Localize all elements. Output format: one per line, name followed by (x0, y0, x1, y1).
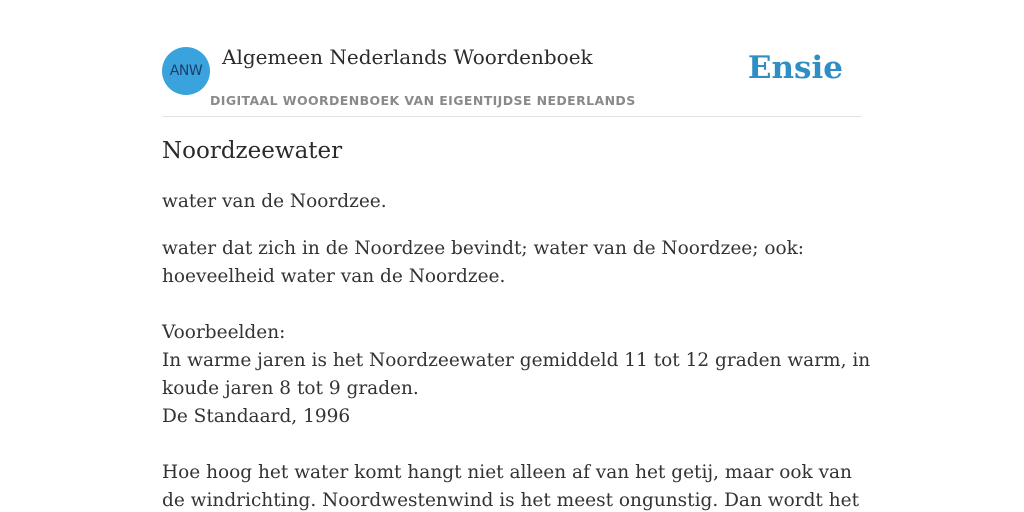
site-subtitle: DIGITAAL WOORDENBOEK VAN EIGENTIJDSE NEDERLANDS (210, 93, 636, 108)
example-text: In warme jaren is het Noordzeewater gemiddeld 11 tot 12 graden warm, in koude jaren 8 tot 9 graden. (162, 350, 871, 399)
full-definition: water dat zich in de Noordzee bevindt; water van de Noordzee; ook: hoeveelheid water van de Noordzee. (162, 238, 805, 287)
entry-content (162, 138, 872, 512)
ensie-logo[interactable]: Ensie (747, 50, 843, 86)
spacer (162, 291, 872, 319)
site-header (162, 40, 862, 117)
short-definition: water van de Noordzee. (162, 191, 387, 212)
example-source: De Standaard, 1996 (162, 406, 351, 427)
spacer (162, 431, 872, 459)
examples-label: Voorbeelden: (162, 322, 286, 343)
anw-logo[interactable]: ANW (162, 47, 210, 95)
entry-headword: Noordzeewater (162, 138, 343, 164)
site-title[interactable]: Algemeen Nederlands Woordenboek (222, 45, 593, 69)
full-definition-block (162, 235, 872, 512)
example-text: Hoe hoog het water komt hangt niet alleen af van het getij, maar ook van de windrichting. Noordwestenwind is het meest ongunstig. Dan wordt het (162, 462, 860, 511)
